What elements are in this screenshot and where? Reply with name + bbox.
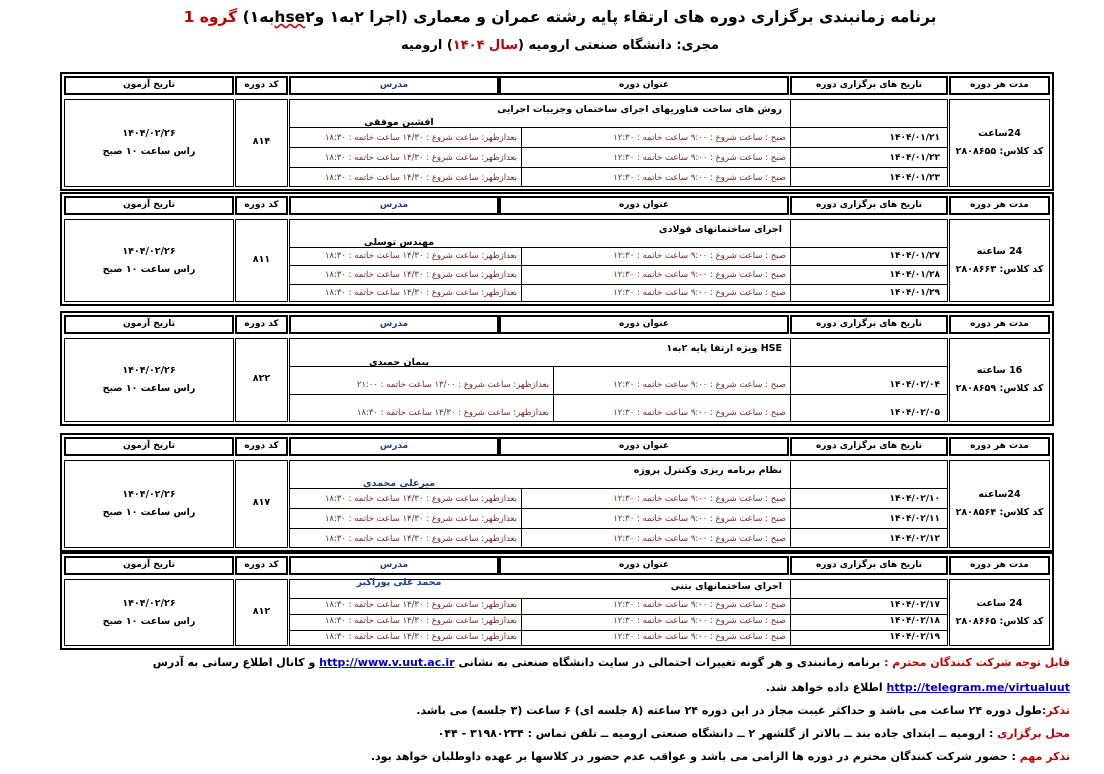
title-sep — [790, 338, 791, 366]
session-sep — [790, 394, 791, 422]
session-sep — [521, 508, 522, 528]
title-sep — [790, 579, 791, 598]
session-date: ۱۴۰۴/۰۱/۲۷ — [889, 251, 940, 262]
session-date: ۱۴۰۴/۰۱/۲۸ — [889, 269, 940, 280]
header-course: عنوان دوره — [499, 315, 789, 334]
header-code: کد دوره — [235, 437, 288, 456]
header-duration: مدت هر دوره — [949, 76, 1050, 95]
title-sep — [790, 460, 791, 488]
class-code: کد کلاس: ۲۸۰۸۶۶۵ — [955, 615, 1044, 627]
exam-cell — [64, 338, 234, 422]
header-teacher: مدرس — [289, 556, 499, 575]
session-afternoon: بعدازظهر: ساعت شروع : ۱۴/۳۰ ساعت خاتمه : ۱۸:۳۰ — [324, 251, 517, 262]
header-code: کد دوره — [235, 315, 288, 334]
session-sep — [521, 127, 522, 147]
course-code: ۸۱۷ — [252, 497, 271, 508]
course-code: ۸۱۴ — [252, 136, 271, 147]
session-sep — [790, 127, 791, 147]
session-afternoon: بعدازظهر: ساعت شروع : ۱۴/۳۰ ساعت خاتمه : ۱۸:۳۰ — [324, 153, 517, 163]
session-morning: صبح : ساعت شروع : ۹:۰۰ ساعت خاتمه : ۱۲:۳۰ — [613, 173, 786, 183]
exam-cell — [64, 579, 234, 646]
duration-cell — [949, 579, 1050, 646]
session-morning: صبح : ساعت شروع : ۹:۰۰ ساعت خاتمه : ۱۲:۳۰ — [613, 288, 786, 298]
exam-cell — [64, 460, 234, 548]
session-sep — [790, 614, 791, 630]
session-divider — [289, 127, 948, 128]
course-code: ۸۲۲ — [252, 373, 271, 384]
course-code: ۸۱۲ — [252, 605, 271, 617]
teacher-name: افشین موفقی — [364, 117, 434, 128]
header-code: کد دوره — [235, 556, 288, 575]
session-sep — [521, 284, 522, 302]
session-morning: صبح : ساعت شروع : ۹:۰۰ ساعت خاتمه : ۱۲:۳۰ — [613, 133, 786, 143]
note-attendance: تذکر مهم : حضور شرکت کنندگان محترم در دوره ها الزامی می باشد و عواقب عدم حضور در کلاسها بر عهده داوطلبان خواهد بود. — [370, 750, 1070, 763]
class-code: کد کلاس: ۲۸۰۸۶۶۳ — [955, 263, 1044, 275]
header-course: عنوان دوره — [499, 437, 789, 456]
session-date: ۱۴۰۴/۰۲/۱۲ — [889, 534, 940, 544]
note-telegram: http://telegram.me/virtualuut اطلاع داده خواهد شد. — [765, 681, 1070, 694]
session-divider — [289, 508, 948, 509]
header-exam: تاریخ آزمون — [64, 315, 234, 334]
session-divider — [289, 630, 948, 631]
teacher-name: محمد علی پوراکبر — [356, 577, 442, 588]
session-date: ۱۴۰۴/۰۲/۰۴ — [889, 380, 940, 390]
session-sep — [521, 614, 522, 630]
exam-date: ۱۴۰۴/۰۲/۲۶ — [122, 597, 176, 609]
teacher-name: مهندس توسلی — [363, 237, 435, 248]
session-date: ۱۴۰۴/۰۲/۱۹ — [889, 632, 940, 642]
header-code: کد دوره — [235, 76, 288, 95]
session-afternoon: بعدازظهر: ساعت شروع : ۱۴/۳۰ ساعت خاتمه : ۱۸:۳۰ — [324, 632, 517, 642]
header-dates: تاریخ های برگزاری دوره — [790, 196, 948, 215]
header-duration: مدت هر دوره — [949, 315, 1050, 334]
session-morning: صبح : ساعت شروع : ۹:۰۰ ساعت خاتمه : ۱۲:۳۰ — [613, 632, 786, 642]
session-afternoon: بعدازظهر: ساعت شروع : ۱۴/۳۰ ساعت خاتمه : ۱۸:۳۰ — [324, 288, 517, 298]
header-teacher: مدرس — [289, 437, 499, 456]
duration-cell — [949, 338, 1050, 422]
page-title: برنامه زمانبندی برگزاری دوره های ارتقاء پایه رشته عمران و معماری (اجرا ۲به۱ وhse۲به۱) گروه 1 — [183, 8, 937, 26]
session-date: ۱۴۰۴/۰۱/۲۲ — [889, 153, 940, 163]
session-date: ۱۴۰۴/۰۱/۲۳ — [889, 173, 940, 183]
header-course: عنوان دوره — [499, 196, 789, 215]
session-divider — [289, 147, 948, 148]
session-sep — [790, 508, 791, 528]
header-teacher: مدرس — [289, 76, 499, 95]
session-sep — [521, 488, 522, 508]
session-divider — [289, 247, 948, 248]
session-morning: صبح : ساعت شروع : ۹:۰۰ ساعت خاتمه : ۱۲:۳۰ — [613, 514, 786, 524]
session-afternoon: بعدازظهر: ساعت شروع : ۱۴/۳۰ ساعت خاتمه : ۱۸:۳۰ — [324, 269, 517, 280]
session-sep — [521, 528, 522, 548]
exam-date: ۱۴۰۴/۰۲/۲۶ — [122, 128, 176, 139]
class-code: کد کلاس: ۲۸۰۸۵۶۴ — [955, 507, 1044, 518]
session-afternoon: بعدازظهر: ساعت شروع : ۱۴/۳۰ ساعت خاتمه : ۱۸:۳۰ — [324, 133, 517, 143]
session-date: ۱۴۰۴/۰۲/۱۱ — [889, 514, 940, 524]
duration-value: 24 ساعته — [976, 245, 1023, 257]
session-sep — [521, 247, 522, 265]
session-divider — [289, 394, 948, 395]
note-location: محل برگزاری : ارومیه ــ ابتدای جاده بند ــ بالاتر از گلشهر ۲ ــ دانشگاه صنعتی ارومیه ــ تلفن تماس : ۳۱۹۸۰۲۳۴ - ۰۴۴ — [437, 727, 1070, 740]
header-course: عنوان دوره — [499, 556, 789, 575]
session-divider — [289, 528, 948, 529]
header-duration: مدت هر دوره — [949, 437, 1050, 456]
session-morning: صبح : ساعت شروع : ۹:۰۰ ساعت خاتمه : ۱۲:۳۰ — [613, 153, 786, 163]
duration-value: 24ساعته — [978, 489, 1021, 500]
session-sep — [790, 528, 791, 548]
session-sep — [790, 265, 791, 283]
session-sep — [553, 394, 554, 422]
exam-time: راس ساعت ۱۰ صبح — [102, 383, 196, 394]
session-morning: صبح : ساعت شروع : ۹:۰۰ ساعت خاتمه : ۱۲:۳۰ — [613, 616, 786, 626]
session-sep — [521, 265, 522, 283]
telegram-link[interactable]: http://telegram.me/virtualuut — [886, 681, 1070, 694]
session-afternoon: بعدازظهر: ساعت شروع : ۱۳/۰۰ ساعت خاتمه : ۲۱:۰۰ — [356, 380, 549, 390]
header-code: کد دوره — [235, 196, 288, 215]
duration-value: 24ساعت — [978, 128, 1021, 139]
session-morning: صبح : ساعت شروع : ۹:۰۰ ساعت خاتمه : ۱۲:۳۰ — [613, 534, 786, 544]
header-duration: مدت هر دوره — [949, 196, 1050, 215]
session-sep — [790, 247, 791, 265]
session-sep — [521, 167, 522, 187]
exam-date: ۱۴۰۴/۰۲/۲۶ — [122, 489, 176, 500]
session-afternoon: بعدازظهر: ساعت شروع : ۱۴/۳۰ ساعت خاتمه : ۱۸:۳۰ — [324, 514, 517, 524]
class-code: کد کلاس: ۲۸۰۸۶۵۵ — [955, 146, 1044, 157]
session-sep — [521, 598, 522, 614]
note-website: قابل توجه شرکت کنندگان محترم : برنامه زمانبندی و هر گونه تغییرات احتمالی در سایت دانشگاه صنعتی به نشانی http://www.v.uut.ac.ir و کانال اطلاع رسانی به آدرس — [152, 656, 1070, 669]
session-divider — [289, 366, 948, 367]
course-code: ۸۱۱ — [252, 253, 271, 265]
duration-value: 24 ساعت — [976, 597, 1023, 609]
session-sep — [790, 284, 791, 302]
session-morning: صبح : ساعت شروع : ۹:۰۰ ساعت خاتمه : ۱۲:۳۰ — [613, 251, 786, 262]
course-title: نظام برنامه ریزی وکنترل پروژه — [633, 465, 782, 476]
header-exam: تاریخ آزمون — [64, 556, 234, 575]
page-subtitle: مجری: دانشگاه صنعتی ارومیه (سال ۱۴۰۴) ارومیه — [401, 38, 719, 53]
session-date: ۱۴۰۴/۰۲/۰۵ — [889, 408, 940, 418]
header-course: عنوان دوره — [499, 76, 789, 95]
session-morning: صبح : ساعت شروع : ۹:۰۰ ساعت خاتمه : ۱۲:۳۰ — [613, 600, 786, 610]
session-date: ۱۴۰۴/۰۱/۲۱ — [889, 133, 940, 143]
session-afternoon: بعدازظهر: ساعت شروع : ۱۴/۳۰ ساعت خاتمه : ۱۸:۳۰ — [324, 534, 517, 544]
session-divider — [289, 284, 948, 285]
session-date: ۱۴۰۴/۰۱/۲۹ — [889, 288, 940, 298]
course-title: اجرای ساختمانهای بتنی — [670, 581, 782, 592]
title-sep — [790, 99, 791, 127]
exam-time: راس ساعت ۱۰ صبح — [102, 146, 196, 157]
duration-cell — [949, 219, 1050, 302]
session-divider — [289, 614, 948, 615]
header-duration: مدت هر دوره — [949, 556, 1050, 575]
course-title: HSE ویژه ارتقا پایه ۲به۱ — [666, 343, 782, 354]
session-afternoon: بعدازظهر: ساعت شروع : ۱۴/۳۰ ساعت خاتمه : ۱۸:۳۰ — [324, 173, 517, 183]
course-title: اجرای ساختمانهای فولادی — [658, 224, 782, 235]
session-morning: صبح : ساعت شروع : ۹:۰۰ ساعت خاتمه : ۱۲:۳۰ — [613, 494, 786, 504]
class-code: کد کلاس: ۲۸۰۸۶۵۹ — [955, 383, 1044, 394]
exam-time: راس ساعت ۱۰ صبح — [102, 263, 196, 275]
session-date: ۱۴۰۴/۰۲/۱۷ — [889, 600, 940, 610]
session-date: ۱۴۰۴/۰۲/۱۰ — [889, 494, 940, 504]
session-morning: صبح : ساعت شروع : ۹:۰۰ ساعت خاتمه : ۱۲:۳۰ — [613, 269, 786, 280]
session-sep — [790, 167, 791, 187]
session-date: ۱۴۰۴/۰۲/۱۸ — [889, 616, 940, 626]
exam-cell — [64, 219, 234, 302]
session-divider — [289, 598, 948, 599]
exam-time: راس ساعت ۱۰ صبح — [102, 615, 196, 627]
session-afternoon: بعدازظهر: ساعت شروع : ۱۴/۳۰ ساعت خاتمه : ۱۸:۳۰ — [356, 408, 549, 418]
duration-cell — [949, 460, 1050, 548]
header-teacher: مدرس — [289, 315, 499, 334]
header-dates: تاریخ های برگزاری دوره — [790, 315, 948, 334]
exam-time: راس ساعت ۱۰ صبح — [102, 507, 196, 518]
note-absence: تذکر:طول دوره ۲۴ ساعت می باشد و حداکثر غیبت مجاز در این دوره ۲۴ ساعته (۸ جلسه ای) ۶ ساعت (۳ جلسه) می باشد. — [416, 704, 1070, 717]
session-morning: صبح : ساعت شروع : ۹:۰۰ ساعت خاتمه : ۱۲:۳۰ — [613, 408, 786, 418]
teacher-name: پیمان حمیدی — [368, 357, 430, 368]
exam-cell — [64, 99, 234, 187]
header-exam: تاریخ آزمون — [64, 76, 234, 95]
session-morning: صبح : ساعت شروع : ۹:۰۰ ساعت خاتمه : ۱۲:۳۰ — [613, 380, 786, 390]
session-sep — [521, 630, 522, 646]
session-sep — [790, 147, 791, 167]
session-afternoon: بعدازظهر: ساعت شروع : ۱۴/۳۰ ساعت خاتمه : ۱۸:۳۰ — [324, 616, 517, 626]
header-dates: تاریخ های برگزاری دوره — [790, 76, 948, 95]
header-exam: تاریخ آزمون — [64, 196, 234, 215]
exam-date: ۱۴۰۴/۰۲/۲۶ — [122, 245, 176, 257]
exam-date: ۱۴۰۴/۰۲/۲۶ — [122, 365, 176, 376]
header-teacher: مدرس — [289, 196, 499, 215]
session-sep — [790, 598, 791, 614]
session-sep — [553, 366, 554, 394]
session-sep — [521, 147, 522, 167]
session-divider — [289, 265, 948, 266]
header-dates: تاریخ های برگزاری دوره — [790, 556, 948, 575]
session-divider — [289, 488, 948, 489]
session-sep — [790, 630, 791, 646]
session-afternoon: بعدازظهر: ساعت شروع : ۱۴/۳۰ ساعت خاتمه : ۱۸:۳۰ — [324, 600, 517, 610]
duration-value: 16 ساعته — [976, 365, 1023, 376]
teacher-name: میرعلی محمدی — [362, 478, 436, 489]
session-sep — [790, 488, 791, 508]
website-link[interactable]: http://www.v.uut.ac.ir — [319, 656, 455, 669]
course-title: روش های ساخت فناوریهای اجرای ساختمان وجزییات اجرایی — [497, 104, 782, 115]
header-exam: تاریخ آزمون — [64, 437, 234, 456]
title-sep — [790, 219, 791, 247]
session-afternoon: بعدازظهر: ساعت شروع : ۱۴/۳۰ ساعت خاتمه : ۱۸:۳۰ — [324, 494, 517, 504]
header-dates: تاریخ های برگزاری دوره — [790, 437, 948, 456]
session-divider — [289, 167, 948, 168]
session-sep — [790, 366, 791, 394]
duration-cell — [949, 99, 1050, 187]
